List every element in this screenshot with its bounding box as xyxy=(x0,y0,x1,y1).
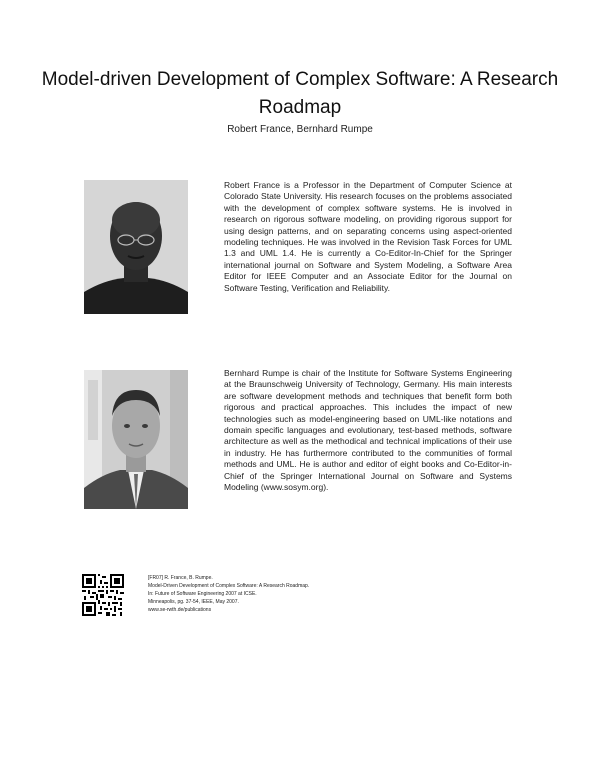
author-bio-france: Robert France is a Professor in the Department of Computer Science at Colorado State University. His research focuses on the problems associated with the development of complex software systems. He is involved in research on rigorous software modeling, on providing rigorous support for using design patterns, and on separating concerns using aspect-oriented modeling techniques. He was involved in the Revision Task Forces for UML 1.3 and UML 1.4. He is currently a Co-Editor-In-Chief for the Springer international journal on Software and System Modeling, a Software Area Editor for IEEE Computer and an Associate Editor for the Journal on Software Testing, Verification and Reliability. xyxy=(224,180,512,293)
citation-line: Minneapolis, pg. 37-54, IEEE, May 2007. xyxy=(148,599,239,606)
author-photo-france xyxy=(84,180,188,314)
paper-title: Model-driven Development of Complex Software: A Research Roadmap xyxy=(41,69,559,118)
citation-line: In: Future of Software Engineering 2007 at ICSE. xyxy=(148,591,257,598)
author-bio-rumpe: Bernhard Rumpe is chair of the Institute for Software Systems Engineering at the Braunschweig University of Technology, Germany. His main interests are software development methods and techniques that benefit form both rigorous and practical approaches. This includes the impact of new technologies such as model-engineering based on UML-like notations and domain specific languages and evolutionary, test-based methods, software architecture as well as the methodical and technical implications of their use in industry. He has furthermore contributed to the communities of formal methods and UML. He is author and editor of eight books and Co-Editor-in-Chief of the Springer International Journal on Software and Systems Modeling (www.sosym.org). xyxy=(224,368,512,493)
citation-line: Model-Driven Development of Complex Software: A Research Roadmap. xyxy=(148,583,310,590)
qr-code xyxy=(82,574,124,616)
author-photo-rumpe xyxy=(84,370,188,509)
citation-line: [FR07] R. France, B. Rumpe. xyxy=(148,575,213,581)
citation-block xyxy=(148,574,408,614)
paper-authors: Robert France, Bernhard Rumpe xyxy=(227,124,373,135)
citation-url[interactable]: www.se-rwth.de/publications xyxy=(148,607,212,614)
